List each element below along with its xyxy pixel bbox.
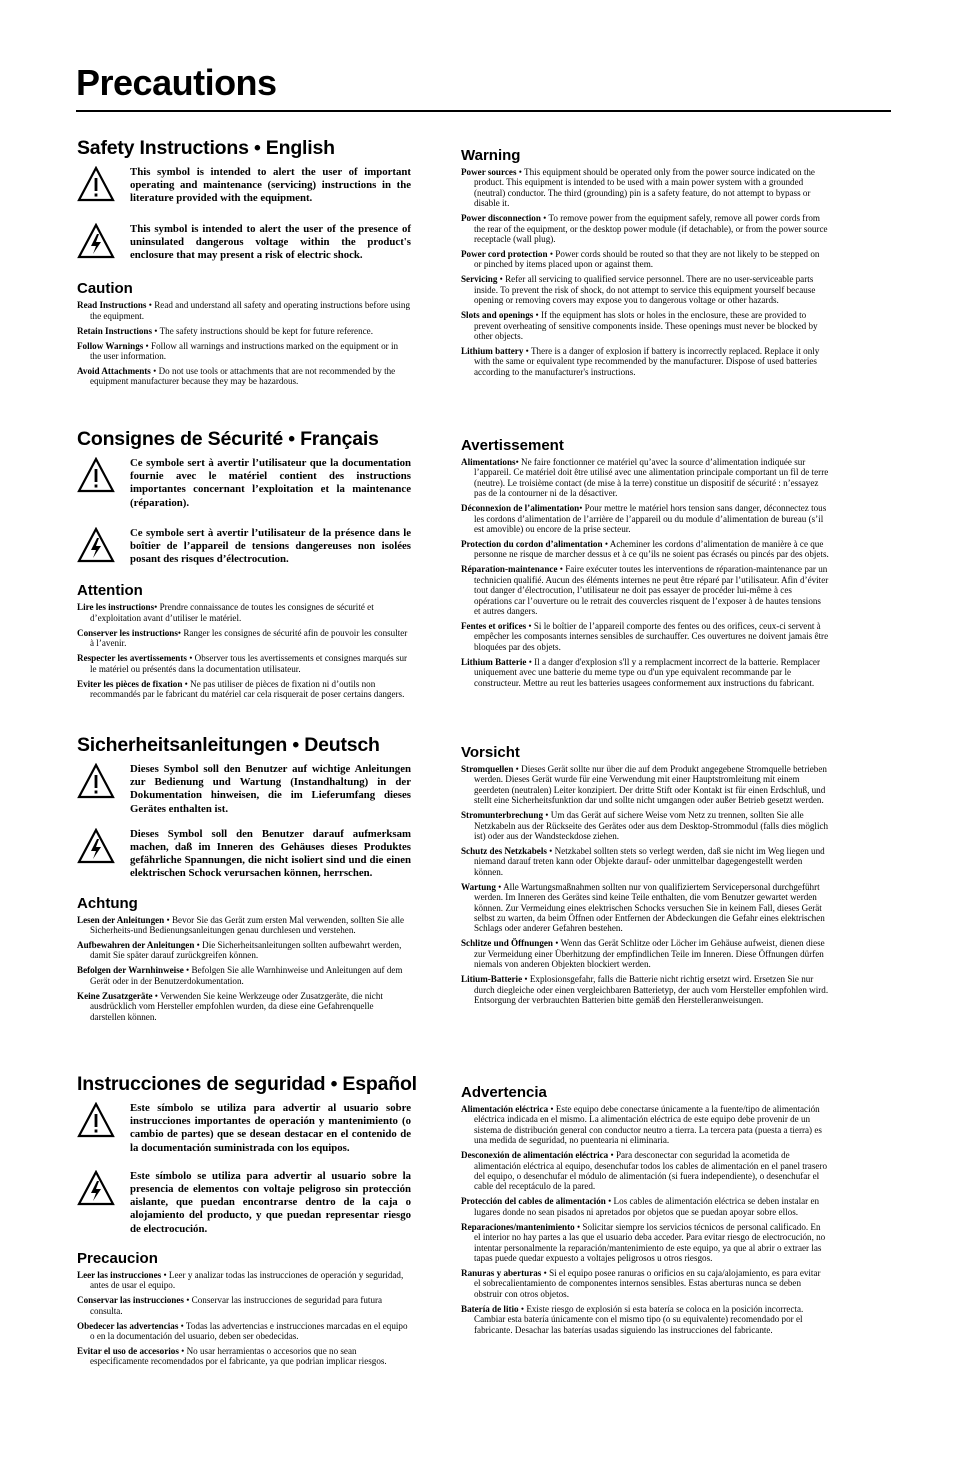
symbol-row-voltage <box>77 828 411 881</box>
list-item: Slots and openings • If the equipment has slots or holes in the enclosure, these are provided to prevent overheating of sensitive components inside. These openings must never be blocked by other objects. <box>461 310 818 342</box>
page-title: Precautions <box>76 62 277 103</box>
lightning-triangle-icon <box>77 223 115 259</box>
list-item: Evitar el uso de accesorios • No usar herramientas o accesorios que no sean especificamente recomendados por el fabricante, ya que podrian implicar riesgos. <box>77 1346 387 1367</box>
list-item: Réparation-maintenance • Faire exécuter toutes les interventions de réparation-maintenance par un technicien qualifié. Aucun des éléments internes ne peut être réparé par l’utilisateur. Afin d’éviter tout danger d’électrocution, l’utilisateur ne doit pas essayer de procéder lui-même à ces opérations car l’ouverture ou le retrait des couvercles risquent de l’exposer à de hautes tensions et autres dangers. <box>461 564 829 617</box>
warning-triangle-icon <box>77 1102 115 1138</box>
warning-triangle-icon <box>77 166 115 202</box>
symbol-row-warning <box>77 1102 411 1155</box>
list-item: Conservar las instrucciones • Conservar las instrucciones de seguridad para futura consulta. <box>77 1295 383 1316</box>
symbol-warning-text: Este símbolo se utiliza para advertir al usuario sobre instrucciones importantes de operación y mantenimiento (o cambio de partes) que se desean destacar en el contenido de la documentación suministrada con los equipos. <box>130 1102 411 1154</box>
subheading: Advertencia <box>461 1084 547 1101</box>
list-item: Schutz des Netzkabels • Netzkabel sollten stets so verlegt werden, daß sie nicht im Weg liegen und niemand darauf treten kann oder Objekte darauf- oder unmittelbar dagegengestellt werden können. <box>461 846 825 877</box>
symbol-warning-text: Ce symbole sert à avertir l’utilisateur que la documentation fournie avec le matériel contient des instructions importantes concernant l’exploitation et la maintenance (réparation). <box>130 457 411 509</box>
list-item: Stromunterbrechung • Um das Gerät auf sichere Weise vom Netz zu trennen, sollten Sie alle Netzkabeln aus der Rückseite des Gerätes oder aus dem Desktop-Strommodul (falls dies möglich ist) oder aus der Wandsteckdose ziehen. <box>461 810 829 842</box>
list-item: Aufbewahren der Anleitungen • Die Sicherheitsanleitungen sollten aufbewahrt werden, damit Sie später darauf zurückgreifen können. <box>77 940 402 961</box>
list-item: Ranuras y aberturas • Si el equipo posee ranuras o orificios en su caja/alojamiento, es para evitar el sobrecalientamiento de componentes internos sensibles. Estas aberturas nunca se deben obstruir con otros objetos. <box>461 1268 821 1299</box>
subheading: Avertissement <box>461 437 564 454</box>
list-item: Litium-Batterie • Explosionsgefahr, falls die Batterie nicht richtig ersetzt wird. Ersetzen Sie nur durch diegleiche oder einen vergleichbaren Batterietyp, der auch vom Hersteller empfohlen wird. Entsorgung der verbrauchten Batterien bitte gemäß den Herstelleranweisungen. <box>461 974 829 1006</box>
list-item: Servicing • Refer all servicing to qualified service personnel. There are no user-serviceable parts inside. To prevent the risk of shock, do not attempt to service this equipment yourself because opening or removing covers may expose you to dangerous voltage or other hazards. <box>461 274 816 306</box>
list-item: Reparaciones/mantenimiento • Solicitar siempre los servicios técnicos de personal calificado. En el interior no hay partes a las que el usuario deba acceder. Para evitar riesgo de electrocución, no intentar personalmente la reparación/mantenimiento de este equipo, ya que al abrir o extraer las tapas puede quedar expuesto a voltajes peligrosos u otros riesgos. <box>461 1221 826 1264</box>
subheading: Precaucion <box>77 1249 158 1267</box>
subheading: Vorsicht <box>461 744 520 761</box>
list-item: Wartung • Alle Wartungsmaßnahmen sollten nur von qualifiziertem Servicepersonal durchgeführt werden. Im Inneren des Gerätes sind keine Teile enthalten, die vom Benutzer gewartet werden können. Zur Vermeidung eines elektrischen Schocks versuchen Sie in keinem Fall, dieses Gerät selbst zu warten, da beim Öffnen oder Entfernen der Abdeckungen die Gefahr eines elektrischen Schlags oder anderer Gefahren bestehen. <box>461 881 825 934</box>
list-item: Power disconnection • To remove power from the equipment safely, remove all power cords from the rear of the equipment, or the desktop power module (if detachable), or from the power source receptacle (wall plug). <box>461 213 828 245</box>
lightning-triangle-icon <box>77 828 115 864</box>
symbol-row-voltage <box>77 1170 411 1236</box>
list-item: Fentes et orifices • Si le boîtier de l’appareil comporte des fentes ou des orifices, ceux-ci servent à empêcher les composants internes sensibles de surchauffer. Ces ouvertures ne doivent jamais être bloquées par des objets. <box>461 621 829 652</box>
section-deutsch <box>77 734 411 1027</box>
list-item: Befolgen der Warnhinweise • Befolgen Sie alle Warnhinweise und Anleitungen auf dem Gerät oder in der Benutzerdokumentation. <box>77 965 403 986</box>
list-item: Lithium Batterie • Il a danger d'explosion s'll y a remplacment incorrect de la batterie. Remplacer uniquement avec une batterie du meme type ou d'un ype equivalent recommande par le constructeur. Mettre au reut les batteries usagees conformement aux instructions du fabricant. <box>461 656 820 688</box>
section-english <box>77 137 411 391</box>
list-item: Alimentación eléctrica • Este equipo debe conectarse únicamente a la fuente/tipo de alimentación eléctrica indicada en el mismo. La alimentación eléctrica de este equipo debe provenir de un sistema de distribución general con conductor neutro a tierra. La tercera pata (puesta a tierra) es una medida de seguridad, no puentearia ni eliminaria. <box>461 1104 822 1146</box>
warning-section-deutsch <box>461 744 829 1010</box>
symbol-voltage-text: Dieses Symbol soll den Benutzer darauf aufmerksam machen, daß im Inneren des Gehäuses dieses Produktes gefährliche Spannungen, die nicht isoliert sind und die einen elektrischen Schock verursachen können, herrschen. <box>130 827 411 880</box>
warning-section-english <box>461 147 829 382</box>
section-francais <box>77 428 411 704</box>
list-item: Obedecer las advertencias • Todas las advertencias e instrucciones marcadas en el equipo o en la documentación del usuario, deben ser obedecidas. <box>77 1320 408 1342</box>
list-item: Avoid Attachments • Do not use tools or attachments that are not recommended by the equipment manufacturer because they may be hazardous. <box>77 366 396 387</box>
list-item: Follow Warnings • Follow all warnings and instructions marked on the equipment or in the user information. <box>77 340 399 362</box>
list-item: Desconexión de alimentación eléctrica • Para desconectar con seguridad la acometida de alimentación eléctrica al equipo, desenchufar todos los cables de alimentación en el panel trasero del equipo, o desenchufar el módulo de alimentación (si fuera independiente), o desenchufar el cable del receptáculo de la pared. <box>461 1150 827 1192</box>
list-item: Lire les instructions• Prendre connaissance de toutes les consignes de sécurité et d’exploitation avant d’utiliser le matériel. <box>77 602 374 623</box>
section-heading: Instrucciones de seguridad • Español <box>77 1073 417 1095</box>
section-heading: Safety Instructions • English <box>77 137 335 159</box>
list-item: Eviter les pièces de fixation • Ne pas utiliser de pièces de fixation ni d’outils non recommandés par le fabricant du matériel car cela risquerait de poser certains dangers. <box>77 678 405 700</box>
list-item: Keine Zusatzgeräte • Verwenden Sie keine Werkzeuge oder Zusatzgeräte, die nicht ausdrücklich vom Hersteller empfohlen wurden, da diese eine Gefahrenquelle darstellen können. <box>77 990 383 1022</box>
list-item: Lithium battery • There is a danger of explosion if battery is incorrectly replaced. Replace it only with the same or equivalent type recommended by the manufacturer. Dispose of used batteries according to the manufacturer's instructions. <box>461 346 820 377</box>
list-item: Stromquellen • Dieses Gerät sollte nur über die auf dem Produkt angegebene Stromquelle betrieben werden. Dieses Gerät wurde für eine Verwendung mit einer Hauptstromleitung mit einem geerdeten (neutralen) Leiter konzipiert. Der dritte Stift oder Kontakt ist für einen Erdschluß, und stellt eine Sicherheitsfunktion dar und sollte nicht umgangen oder außer Betrieb gesetzt werden. <box>461 764 827 806</box>
list-item: Power cord protection • Power cords should be routed so that they are not likely to be stepped on or pinched by items placed upon or against them. <box>461 249 820 270</box>
list-item: Respecter les avertissements • Observer tous les avertissements et consignes marqués sur le matériel ou présentés dans la documentation utilisateur. <box>77 653 408 674</box>
title-rule <box>76 110 891 112</box>
warning-triangle-icon <box>77 457 115 493</box>
section-heading: Consignes de Sécurité • Français <box>77 428 379 450</box>
section-heading: Sicherheitsanleitungen • Deutsch <box>77 734 380 756</box>
list-item: Protection du cordon d’alimentation • Acheminer les cordons d’alimentation de manière à ce que personne ne risque de marcher dessus et à ce qu’ils ne soient pas écrasés ou pincés par des objets. <box>461 539 829 560</box>
symbol-row-warning <box>77 457 411 510</box>
symbol-voltage-text: Ce symbole sert à avertir l’utilisateur de la présence dans le boîtier de l’appareil de tensions dangereuses non isolées posant des risques d’électrocution. <box>130 526 411 566</box>
list-item: Read Instructions • Read and understand all safety and operating instructions before using the equipment. <box>77 300 411 321</box>
list-item: Leer las instrucciones • Leer y analizar todas las instrucciones de operación y seguridad, antes de usar el equipo. <box>77 1269 404 1291</box>
list-item: Déconnexion de l’alimentation• Pour mettre le matériel hors tension sans danger, déconnectez tous les cordons d’alimentation de l’arrière de l’appareil ou du module d’alimentation de bureau (s’il est amovible) ou encore de la prise secteur. <box>461 503 827 535</box>
subheading: Warning <box>461 147 521 164</box>
list-item: Batería de litio • Existe riesgo de explosión si esta batería se coloca en la posición incorrecta. Cambiar esta batería únicamente con el mismo tipo (o su equivalente) recomendado por el fabricante. Desachar las baterías usadas siguiendo las instrucciones del fabricante. <box>461 1303 804 1335</box>
section-espanol <box>77 1073 417 1371</box>
list-item: Schlitze und Öffnungen • Wenn das Gerät Schlitze oder Löcher im Gehäuse aufweist, dienen diese zur Vermeidung einer Überhitzung der empfindlichen Teile im Inneren. Diese Öffnungen dürfen niemals von anderen Objekten blockiert werden. <box>461 938 825 970</box>
warning-section-espanol <box>461 1084 829 1340</box>
list-item: Power sources • This equipment should be operated only from the power source indicated on the product. This equipment is intended to be used with a main power system with a grounded (neutral) conductor. The third (grounding) pin is a safety feature, do not attempt to bypass or disable it. <box>461 167 815 209</box>
subheading: Achtung <box>77 894 138 912</box>
list-item: Retain Instructions • The safety instructions should be kept for future reference. <box>77 325 373 336</box>
lightning-triangle-icon <box>77 527 115 563</box>
lightning-triangle-icon <box>77 1170 115 1206</box>
symbol-row-warning <box>77 763 411 816</box>
symbol-voltage-text: Este símbolo se utiliza para advertir al usuario sobre la presencia de elementos con voltaje peligroso sin protección aislante, que puedan encontrarse dentro de la caja o alojamiento del producto, y que puedan representar riesgo de electrocución. <box>130 1169 411 1235</box>
symbol-row-voltage <box>77 223 411 263</box>
symbol-warning-text: Dieses Symbol soll den Benutzer auf wichtige Anleitungen zur Bedienung und Wartung (Instandhaltung) in der Dokumentation hinweisen, die im Lieferumfang dieses Gerätes enthalten ist. <box>130 763 411 815</box>
symbol-warning-text: This symbol is intended to alert the user of important operating and maintenance (servicing) instructions in the literature provided with the equipment. <box>130 166 411 205</box>
subheading: Attention <box>77 582 143 600</box>
warning-section-francais <box>461 437 829 693</box>
symbol-voltage-text: This symbol is intended to alert the user of the presence of uninsulated dangerous voltage within the product's enclosure that may present a risk of electric shock. <box>130 222 411 262</box>
symbol-row-warning <box>77 166 411 206</box>
warning-triangle-icon <box>77 763 115 799</box>
list-item: Lesen der Anleitungen • Bevor Sie das Gerät zum ersten Mal verwenden, sollten Sie alle Sicherheits-und Bedienungsanleitungen genau durchlesen und verstehen. <box>77 914 405 936</box>
list-item: Conserver les instructions• Ranger les consignes de sécurité afin de pouvoir les consulter à l’avenir. <box>77 627 408 649</box>
subheading: Caution <box>77 280 133 298</box>
symbol-row-voltage <box>77 527 411 567</box>
list-item: Alimentations• Ne faire fonctionner ce matériel qu’avec la source d’alimentation indiquée sur l’appareil. Ce matériel doit être utilisé avec une alimentation principale comportant un fil de terre (neutre). Le troisième contact (de mise à la terre) constitue un dispositif de sécurité : n’essayez pas de la contourner ni de la désactiver. <box>461 457 829 499</box>
list-item: Protección del cables de alimentación • Los cables de alimentación eléctrica se deben instalar en lugares donde no sean pisados ni apretados por objetos que se puedan apoyar sobre ellos. <box>461 1196 820 1217</box>
